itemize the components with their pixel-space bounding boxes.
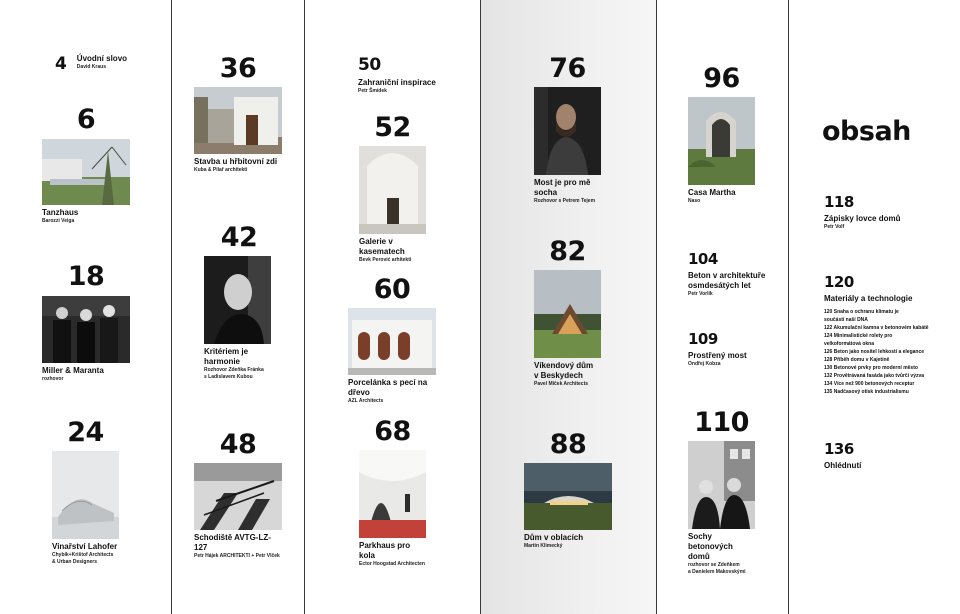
page-number: 36: [219, 53, 257, 84]
sublist-item[interactable]: 134 Více než 900 betonových receptur: [824, 381, 915, 387]
page-number: 110: [694, 407, 749, 438]
toc-entry-6[interactable]: [42, 105, 130, 225]
entry-author: Martin Klimecký: [524, 543, 563, 549]
sublist-item[interactable]: 122 Akumulační kamna v betonovém kabátě: [824, 325, 929, 331]
page-number: 68: [374, 416, 411, 447]
entry-title: Schodiště AVTG-LZ-127: [194, 533, 271, 552]
page-number: 104: [688, 250, 718, 268]
casa-martha-photo: [688, 97, 755, 185]
entry-author: AZL Architects: [348, 398, 384, 404]
page-number: 52: [374, 112, 411, 143]
toc-entry-76[interactable]: [534, 54, 601, 205]
entry-title: Parkhaus pro kola: [359, 541, 411, 560]
petr-tej-portrait: [534, 87, 601, 175]
page-number: 118: [824, 193, 854, 211]
entry-author: Naso: [688, 198, 701, 204]
toc-entry-4[interactable]: [55, 54, 127, 74]
page-number: 109: [688, 330, 718, 348]
toc-entry-42[interactable]: [204, 223, 274, 381]
entry-title: Tanzhaus: [42, 208, 79, 217]
entry-author: Petr Šmídek: [358, 88, 387, 94]
entry-title: Most je pro mě socha: [534, 178, 591, 197]
entry-title: Casa Martha: [688, 188, 736, 197]
entry-title: Beton v architektuře osmdesátých let: [688, 271, 766, 290]
sublist-item[interactable]: 128 Příběh domu v Kajetíně: [824, 357, 890, 363]
toc-entry-88[interactable]: [524, 430, 612, 550]
entry-title: Materiály a technologie: [824, 294, 913, 303]
page-number: 50: [358, 55, 381, 75]
entry-author: rozhovor se Zdeňkem a Danielem Makovskými: [688, 562, 746, 575]
toc-entry-96[interactable]: [688, 64, 755, 205]
page-number: 82: [549, 236, 586, 267]
entry-author: Ector Hoogstad Architecten: [359, 561, 425, 567]
toc-entry-68[interactable]: [359, 417, 426, 568]
toc-entry-82[interactable]: [534, 237, 601, 388]
column-divider: [171, 0, 172, 614]
toc-entry-60[interactable]: [348, 275, 436, 405]
entry-author: Kuba & Pilař architekti: [194, 167, 248, 173]
page-number: 18: [67, 261, 105, 292]
entry-author: Barozzi Veiga: [42, 218, 75, 224]
vinarstvi-lahofer-photo: [52, 451, 119, 539]
toc-entry-136[interactable]: [824, 440, 861, 471]
vikendovy-dum-photo: [534, 270, 601, 358]
page-number: 42: [220, 222, 258, 253]
page-number: 76: [549, 53, 586, 84]
toc-entry-48[interactable]: [194, 430, 282, 560]
toc-entry-24[interactable]: [52, 418, 119, 566]
entry-author: rozhovor: [42, 376, 64, 382]
toc-entry-109[interactable]: [688, 330, 747, 368]
entry-title: Dům v oblacích: [524, 533, 584, 542]
page-number: 48: [219, 429, 257, 460]
entry-title: Zápisky lovce domů: [824, 214, 901, 223]
entry-title: Sochy betonových domů: [688, 532, 733, 561]
entry-title: Vinařství Lahofer: [52, 542, 118, 551]
entry-title: Kritériem je harmonie: [204, 347, 249, 366]
entry-author: Petr Volf: [824, 224, 845, 230]
toc-entry-118[interactable]: [824, 193, 900, 231]
toc-entry-110[interactable]: [688, 408, 755, 576]
toc-entry-18[interactable]: [42, 262, 130, 383]
entry-author: Petr Vorlík: [688, 291, 713, 297]
page-number: 4: [55, 54, 67, 74]
page-number: 96: [703, 63, 740, 94]
miller-maranta-photo: [42, 296, 130, 363]
column-divider: [480, 0, 481, 614]
entry-title: Porcelánka s pecí na dřevo: [348, 378, 428, 397]
tanzhaus-photo: [42, 139, 130, 205]
column-divider: [304, 0, 305, 614]
sublist-item[interactable]: 124 Minimalistické rolety pro velkoformátová okna: [824, 333, 893, 347]
page-number: 6: [76, 104, 96, 135]
parkhaus-photo: [359, 450, 426, 538]
sublist-item[interactable]: 120 Snaha o ochranu klimatu je součástí naší DNA: [824, 309, 899, 323]
page-number: 120: [824, 273, 854, 291]
schodiste-photo: [194, 463, 282, 530]
toc-entry-52[interactable]: [359, 113, 426, 264]
porcelanka-photo: [348, 308, 436, 375]
entry-author: Rozhovor s Petrem Tejem: [534, 198, 596, 204]
toc-entry-120[interactable]: [824, 273, 944, 396]
entry-author: Pavel Míček Architects: [534, 381, 589, 387]
page-number: 88: [549, 429, 587, 460]
sublist-item[interactable]: 132 Provětrávaná fasáda jako tvůrčí výzva: [824, 373, 925, 379]
toc-entry-104[interactable]: [688, 250, 765, 298]
entry-author: Rozhovor Zdeňka Fránka s Ladislavem Kubou: [204, 367, 264, 380]
page-title: obsah: [822, 116, 911, 147]
entry-title: Ohlédnutí: [824, 461, 862, 470]
toc-entry-50[interactable]: [358, 55, 436, 95]
column-divider: [656, 0, 657, 614]
entry-title: Galerie v kasematech: [359, 237, 405, 256]
ladislav-kuba-portrait: [204, 256, 271, 344]
page-number: 24: [67, 417, 104, 448]
galerie-kasematy-photo: [359, 146, 426, 234]
entry-title: Prostřený most: [688, 351, 747, 360]
entry-author: Chybík+Krištof Architects & Urban Designers: [52, 552, 114, 565]
entry-title: Miller & Maranta: [42, 366, 104, 375]
page-number: 60: [373, 274, 411, 305]
materials-sublist: [824, 308, 944, 396]
entry-title: Úvodní slovo: [76, 54, 128, 63]
makovsky-brothers-photo: [688, 441, 755, 529]
sublist-item[interactable]: 135 Nadčasový otisk industrialismu: [824, 389, 909, 395]
sublist-item[interactable]: 126 Beton jako nositel lehkosti a elegance: [824, 349, 925, 355]
entry-title: Zahraniční inspirace: [358, 78, 436, 87]
entry-author: Ondřej Kobza: [688, 361, 721, 367]
entry-author: Bevk Perović arhitekti: [359, 257, 412, 263]
hrbitovni-zed-photo: [194, 87, 282, 154]
sublist-item[interactable]: 130 Betonové prvky pro moderní město: [824, 365, 918, 371]
entry-title: Stavba u hřbitovní zdi: [194, 157, 278, 166]
dum-v-oblacich-photo: [524, 463, 612, 530]
entry-author: Petr Hájek ARCHITEKTI + Petr Vlček: [194, 553, 280, 559]
column-divider: [788, 0, 789, 614]
entry-title: Víkendový dům v Beskydech: [534, 361, 594, 380]
page-number: 136: [824, 440, 854, 458]
entry-author: David Kraus: [76, 64, 106, 70]
toc-entry-36[interactable]: [194, 54, 282, 174]
